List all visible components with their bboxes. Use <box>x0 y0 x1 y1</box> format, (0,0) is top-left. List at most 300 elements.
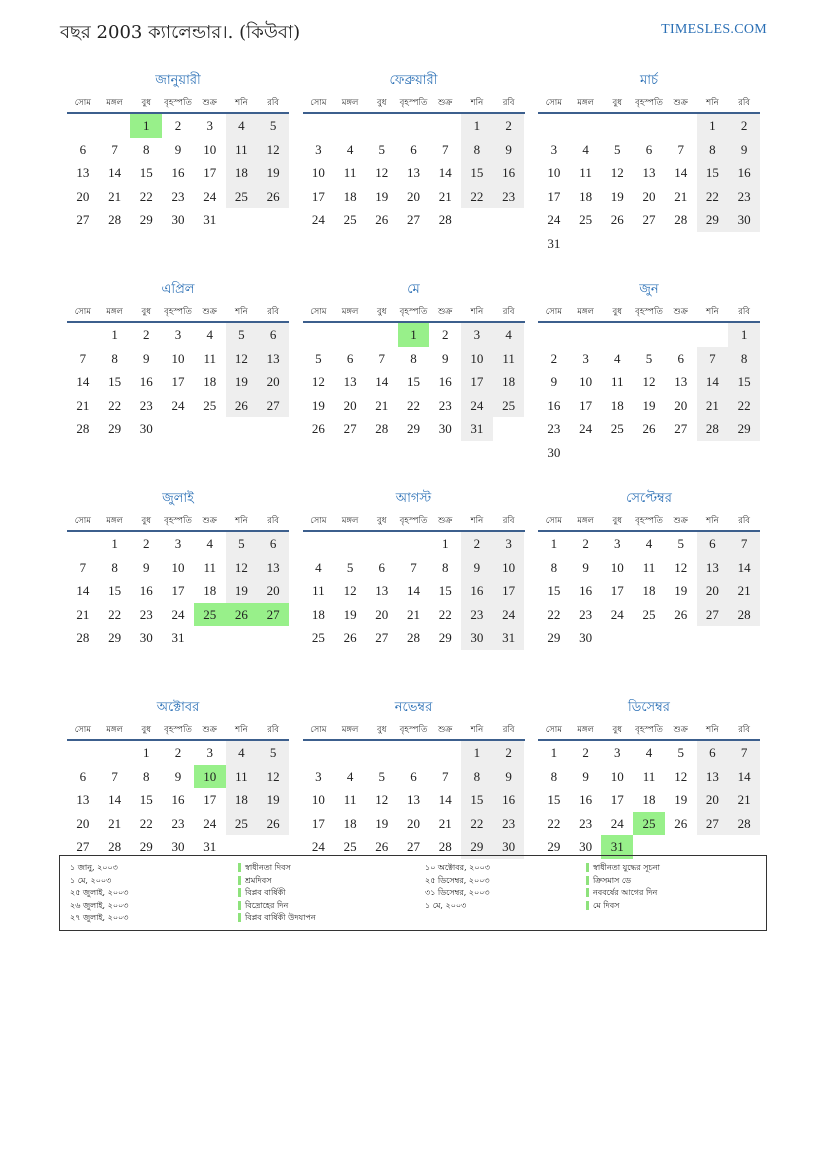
day-cell[interactable]: 13 <box>343 374 357 390</box>
day-cell[interactable]: 22 <box>108 397 122 413</box>
day-cell[interactable]: 14 <box>375 374 389 390</box>
day-cell[interactable]: 27 <box>76 212 90 228</box>
day-cell[interactable]: 3 <box>614 536 621 551</box>
day-cell[interactable]: 4 <box>645 536 653 551</box>
day-cell[interactable]: 28 <box>438 212 452 228</box>
day-cell[interactable]: 6 <box>79 141 87 157</box>
day-cell[interactable]: 14 <box>728 556 760 580</box>
day-cell[interactable]: 16 <box>139 374 153 390</box>
day-cell[interactable]: 15 <box>139 792 153 808</box>
day-cell[interactable]: 10 <box>311 165 325 181</box>
day-cell[interactable]: 20 <box>674 397 688 413</box>
day-cell[interactable]: 8 <box>410 350 417 366</box>
day-cell[interactable]: 21 <box>375 397 389 413</box>
day-cell[interactable]: 18 <box>311 606 325 622</box>
day-cell[interactable]: 18 <box>203 374 217 390</box>
day-cell[interactable]: 20 <box>343 397 357 413</box>
holiday-cell[interactable]: 27 <box>257 603 289 627</box>
day-cell[interactable]: 6 <box>257 323 289 347</box>
day-cell[interactable]: 10 <box>610 559 624 575</box>
day-cell[interactable]: 7 <box>441 768 449 784</box>
holiday-cell[interactable]: 1 <box>130 114 162 138</box>
day-cell[interactable]: 5 <box>378 141 386 157</box>
day-cell[interactable]: 19 <box>311 397 325 413</box>
day-cell[interactable]: 21 <box>728 788 760 812</box>
day-cell[interactable]: 8 <box>143 768 150 784</box>
day-cell[interactable]: 15 <box>547 792 561 808</box>
day-cell[interactable]: 8 <box>441 559 449 575</box>
day-cell[interactable]: 20 <box>76 815 90 831</box>
holiday-cell[interactable]: 25 <box>194 603 226 627</box>
day-cell[interactable]: 16 <box>171 165 185 181</box>
day-cell[interactable]: 6 <box>410 141 417 157</box>
day-cell[interactable]: 22 <box>139 188 153 204</box>
day-cell[interactable]: 25 <box>343 839 357 855</box>
day-cell[interactable]: 13 <box>257 556 289 580</box>
day-cell[interactable]: 24 <box>171 606 185 622</box>
day-cell[interactable]: 9 <box>461 556 493 580</box>
day-cell[interactable]: 17 <box>493 579 525 603</box>
day-cell[interactable]: 29 <box>139 839 153 855</box>
day-cell[interactable]: 3 <box>206 118 213 133</box>
day-cell[interactable]: 26 <box>674 606 688 622</box>
day-cell[interactable]: 9 <box>728 138 760 162</box>
day-cell[interactable]: 24 <box>493 603 525 627</box>
day-cell[interactable]: 9 <box>582 768 589 784</box>
day-cell[interactable]: 17 <box>203 165 217 181</box>
day-cell[interactable]: 24 <box>203 815 217 831</box>
day-cell[interactable]: 5 <box>226 532 258 556</box>
day-cell[interactable]: 18 <box>642 583 656 599</box>
day-cell[interactable]: 31 <box>547 235 561 251</box>
day-cell[interactable]: 15 <box>697 161 729 185</box>
day-cell[interactable]: 12 <box>257 765 289 789</box>
day-cell[interactable]: 8 <box>550 768 558 784</box>
day-cell[interactable]: 18 <box>642 792 656 808</box>
day-cell[interactable]: 27 <box>642 212 656 228</box>
day-cell[interactable]: 13 <box>76 792 90 808</box>
day-cell[interactable]: 11 <box>579 165 592 181</box>
day-cell[interactable]: 21 <box>108 815 122 831</box>
day-cell[interactable]: 26 <box>343 630 357 646</box>
day-cell[interactable]: 23 <box>547 421 561 437</box>
day-cell[interactable]: 15 <box>108 583 122 599</box>
day-cell[interactable]: 4 <box>346 768 354 784</box>
day-cell[interactable]: 16 <box>547 397 561 413</box>
holiday-cell[interactable]: 1 <box>398 323 430 347</box>
day-cell[interactable]: 1 <box>728 323 760 347</box>
day-cell[interactable]: 29 <box>406 421 420 437</box>
day-cell[interactable]: 2 <box>441 327 449 342</box>
day-cell[interactable]: 30 <box>728 208 760 232</box>
day-cell[interactable]: 11 <box>343 165 357 181</box>
day-cell[interactable]: 14 <box>108 165 122 181</box>
day-cell[interactable]: 2 <box>174 118 182 133</box>
day-cell[interactable]: 2 <box>582 536 589 551</box>
day-cell[interactable]: 1 <box>461 114 493 138</box>
day-cell[interactable]: 1 <box>441 536 449 551</box>
day-cell[interactable]: 6 <box>79 768 87 784</box>
day-cell[interactable]: 16 <box>171 792 185 808</box>
day-cell[interactable]: 6 <box>410 768 417 784</box>
day-cell[interactable]: 8 <box>461 138 493 162</box>
day-cell[interactable]: 18 <box>343 188 357 204</box>
day-cell[interactable]: 26 <box>375 212 389 228</box>
day-cell[interactable]: 20 <box>257 370 289 394</box>
day-cell[interactable]: 30 <box>493 835 525 859</box>
day-cell[interactable]: 22 <box>461 812 493 836</box>
day-cell[interactable]: 5 <box>677 536 684 551</box>
day-cell[interactable]: 9 <box>582 559 589 575</box>
day-cell[interactable]: 12 <box>311 374 325 390</box>
day-cell[interactable]: 4 <box>645 745 653 760</box>
day-cell[interactable]: 21 <box>76 606 90 622</box>
day-cell[interactable]: 28 <box>728 603 760 627</box>
day-cell[interactable]: 5 <box>614 141 621 157</box>
day-cell[interactable]: 10 <box>203 141 217 157</box>
day-cell[interactable]: 5 <box>346 559 354 575</box>
day-cell[interactable]: 18 <box>226 161 258 185</box>
day-cell[interactable]: 21 <box>438 815 452 831</box>
day-cell[interactable]: 22 <box>108 606 122 622</box>
day-cell[interactable]: 17 <box>171 583 185 599</box>
day-cell[interactable]: 11 <box>226 138 258 162</box>
day-cell[interactable]: 1 <box>143 745 150 760</box>
day-cell[interactable]: 29 <box>547 630 561 646</box>
day-cell[interactable]: 14 <box>728 765 760 789</box>
day-cell[interactable]: 12 <box>642 374 656 390</box>
day-cell[interactable]: 28 <box>375 421 389 437</box>
day-cell[interactable]: 3 <box>174 327 182 342</box>
day-cell[interactable]: 4 <box>315 559 322 575</box>
day-cell[interactable]: 2 <box>728 114 760 138</box>
day-cell[interactable]: 21 <box>728 579 760 603</box>
day-cell[interactable]: 13 <box>642 165 656 181</box>
day-cell[interactable]: 26 <box>375 839 389 855</box>
day-cell[interactable]: 27 <box>674 421 688 437</box>
day-cell[interactable]: 2 <box>461 532 493 556</box>
day-cell[interactable]: 3 <box>206 745 213 760</box>
day-cell[interactable]: 2 <box>143 536 150 551</box>
day-cell[interactable]: 9 <box>493 138 525 162</box>
day-cell[interactable]: 4 <box>226 741 258 765</box>
day-cell[interactable]: 29 <box>728 417 760 441</box>
day-cell[interactable]: 17 <box>547 188 561 204</box>
day-cell[interactable]: 13 <box>406 165 420 181</box>
day-cell[interactable]: 15 <box>547 583 561 599</box>
day-cell[interactable]: 10 <box>461 347 493 371</box>
day-cell[interactable]: 25 <box>493 394 525 418</box>
day-cell[interactable]: 27 <box>406 212 420 228</box>
day-cell[interactable]: 21 <box>108 188 122 204</box>
day-cell[interactable]: 9 <box>174 768 182 784</box>
day-cell[interactable]: 23 <box>493 812 525 836</box>
day-cell[interactable]: 30 <box>579 630 593 646</box>
day-cell[interactable]: 20 <box>257 579 289 603</box>
day-cell[interactable]: 21 <box>674 188 688 204</box>
day-cell[interactable]: 10 <box>610 768 624 784</box>
day-cell[interactable]: 14 <box>406 583 420 599</box>
day-cell[interactable]: 14 <box>438 165 452 181</box>
day-cell[interactable]: 23 <box>139 397 153 413</box>
day-cell[interactable]: 10 <box>171 350 185 366</box>
day-cell[interactable]: 16 <box>728 161 760 185</box>
day-cell[interactable]: 20 <box>697 788 729 812</box>
day-cell[interactable]: 12 <box>226 556 258 580</box>
day-cell[interactable]: 3 <box>550 141 558 157</box>
day-cell[interactable]: 19 <box>674 583 688 599</box>
day-cell[interactable]: 6 <box>378 559 386 575</box>
day-cell[interactable]: 28 <box>674 212 688 228</box>
day-cell[interactable]: 24 <box>610 815 624 831</box>
day-cell[interactable]: 11 <box>642 559 656 575</box>
day-cell[interactable]: 7 <box>378 350 386 366</box>
day-cell[interactable]: 7 <box>410 559 417 575</box>
day-cell[interactable]: 20 <box>642 188 656 204</box>
day-cell[interactable]: 21 <box>406 606 420 622</box>
day-cell[interactable]: 1 <box>461 741 493 765</box>
day-cell[interactable]: 5 <box>378 768 386 784</box>
day-cell[interactable]: 26 <box>642 421 656 437</box>
day-cell[interactable]: 11 <box>312 583 325 599</box>
day-cell[interactable]: 7 <box>728 532 760 556</box>
day-cell[interactable]: 6 <box>645 141 653 157</box>
day-cell[interactable]: 26 <box>610 212 624 228</box>
day-cell[interactable]: 4 <box>614 350 621 366</box>
day-cell[interactable]: 15 <box>406 374 420 390</box>
day-cell[interactable]: 23 <box>493 185 525 209</box>
day-cell[interactable]: 11 <box>203 559 216 575</box>
day-cell[interactable]: 28 <box>76 630 90 646</box>
day-cell[interactable]: 21 <box>697 394 729 418</box>
day-cell[interactable]: 9 <box>174 141 182 157</box>
day-cell[interactable]: 4 <box>582 141 589 157</box>
day-cell[interactable]: 29 <box>461 835 493 859</box>
day-cell[interactable]: 18 <box>610 397 624 413</box>
day-cell[interactable]: 19 <box>226 579 258 603</box>
day-cell[interactable]: 19 <box>257 788 289 812</box>
day-cell[interactable]: 29 <box>697 208 729 232</box>
day-cell[interactable]: 27 <box>375 630 389 646</box>
day-cell[interactable]: 31 <box>493 626 525 650</box>
day-cell[interactable]: 27 <box>257 394 289 418</box>
day-cell[interactable]: 4 <box>206 327 213 342</box>
day-cell[interactable]: 18 <box>493 370 525 394</box>
day-cell[interactable]: 14 <box>438 792 452 808</box>
day-cell[interactable]: 11 <box>611 374 624 390</box>
day-cell[interactable]: 27 <box>697 603 729 627</box>
day-cell[interactable]: 19 <box>642 397 656 413</box>
day-cell[interactable]: 12 <box>257 138 289 162</box>
day-cell[interactable]: 18 <box>343 815 357 831</box>
day-cell[interactable]: 22 <box>406 397 420 413</box>
day-cell[interactable]: 24 <box>311 212 325 228</box>
day-cell[interactable]: 6 <box>257 532 289 556</box>
day-cell[interactable]: 28 <box>406 630 420 646</box>
day-cell[interactable]: 3 <box>614 745 621 760</box>
day-cell[interactable]: 18 <box>226 788 258 812</box>
day-cell[interactable]: 26 <box>257 812 289 836</box>
day-cell[interactable]: 30 <box>579 839 593 855</box>
day-cell[interactable]: 29 <box>139 212 153 228</box>
day-cell[interactable]: 1 <box>550 745 558 760</box>
day-cell[interactable]: 25 <box>610 421 624 437</box>
day-cell[interactable]: 30 <box>139 421 153 437</box>
day-cell[interactable]: 13 <box>674 374 688 390</box>
day-cell[interactable]: 29 <box>438 630 452 646</box>
day-cell[interactable]: 19 <box>343 606 357 622</box>
day-cell[interactable]: 16 <box>493 788 525 812</box>
day-cell[interactable]: 31 <box>171 630 185 646</box>
day-cell[interactable]: 22 <box>697 185 729 209</box>
day-cell[interactable]: 6 <box>697 741 729 765</box>
day-cell[interactable]: 21 <box>76 397 90 413</box>
day-cell[interactable]: 26 <box>226 394 258 418</box>
day-cell[interactable]: 16 <box>461 579 493 603</box>
day-cell[interactable]: 24 <box>610 606 624 622</box>
holiday-cell[interactable]: 25 <box>633 812 665 836</box>
day-cell[interactable]: 30 <box>547 444 561 460</box>
day-cell[interactable]: 17 <box>610 583 624 599</box>
day-cell[interactable]: 23 <box>579 815 593 831</box>
day-cell[interactable]: 12 <box>343 583 357 599</box>
day-cell[interactable]: 13 <box>76 165 90 181</box>
day-cell[interactable]: 17 <box>311 815 325 831</box>
day-cell[interactable]: 23 <box>579 606 593 622</box>
day-cell[interactable]: 15 <box>139 165 153 181</box>
day-cell[interactable]: 2 <box>493 114 525 138</box>
day-cell[interactable]: 13 <box>697 765 729 789</box>
day-cell[interactable]: 10 <box>311 792 325 808</box>
day-cell[interactable]: 4 <box>346 141 354 157</box>
day-cell[interactable]: 23 <box>438 397 452 413</box>
day-cell[interactable]: 31 <box>203 839 217 855</box>
day-cell[interactable]: 28 <box>438 839 452 855</box>
day-cell[interactable]: 25 <box>579 212 593 228</box>
day-cell[interactable]: 22 <box>547 606 561 622</box>
day-cell[interactable]: 27 <box>697 812 729 836</box>
day-cell[interactable]: 8 <box>111 350 118 366</box>
day-cell[interactable]: 29 <box>108 421 122 437</box>
day-cell[interactable]: 1 <box>111 536 118 551</box>
day-cell[interactable]: 19 <box>375 188 389 204</box>
day-cell[interactable]: 16 <box>139 583 153 599</box>
day-cell[interactable]: 11 <box>343 792 357 808</box>
day-cell[interactable]: 25 <box>226 185 258 209</box>
day-cell[interactable]: 6 <box>677 350 684 366</box>
day-cell[interactable]: 5 <box>315 350 322 366</box>
day-cell[interactable]: 19 <box>610 188 624 204</box>
day-cell[interactable]: 14 <box>108 792 122 808</box>
day-cell[interactable]: 22 <box>461 185 493 209</box>
day-cell[interactable]: 22 <box>139 815 153 831</box>
day-cell[interactable]: 27 <box>406 839 420 855</box>
day-cell[interactable]: 8 <box>461 765 493 789</box>
day-cell[interactable]: 28 <box>728 812 760 836</box>
day-cell[interactable]: 18 <box>203 583 217 599</box>
day-cell[interactable]: 15 <box>108 374 122 390</box>
day-cell[interactable]: 17 <box>203 792 217 808</box>
day-cell[interactable]: 30 <box>171 212 185 228</box>
day-cell[interactable]: 11 <box>226 765 258 789</box>
day-cell[interactable]: 31 <box>461 417 493 441</box>
day-cell[interactable]: 10 <box>493 556 525 580</box>
day-cell[interactable]: 12 <box>226 347 258 371</box>
day-cell[interactable]: 14 <box>697 370 729 394</box>
day-cell[interactable]: 25 <box>226 812 258 836</box>
day-cell[interactable]: 23 <box>171 815 185 831</box>
day-cell[interactable]: 1 <box>550 536 558 551</box>
day-cell[interactable]: 23 <box>728 185 760 209</box>
day-cell[interactable]: 2 <box>174 745 182 760</box>
holiday-cell[interactable]: 31 <box>601 835 633 859</box>
day-cell[interactable]: 15 <box>461 788 493 812</box>
day-cell[interactable]: 24 <box>579 421 593 437</box>
brand-link[interactable]: TIMESLES.COM <box>661 22 767 37</box>
day-cell[interactable]: 25 <box>203 397 217 413</box>
day-cell[interactable]: 6 <box>697 532 729 556</box>
day-cell[interactable]: 10 <box>171 559 185 575</box>
day-cell[interactable]: 22 <box>438 606 452 622</box>
day-cell[interactable]: 13 <box>375 583 389 599</box>
day-cell[interactable]: 7 <box>111 141 118 157</box>
day-cell[interactable]: 5 <box>257 114 289 138</box>
day-cell[interactable]: 20 <box>375 606 389 622</box>
day-cell[interactable]: 13 <box>406 792 420 808</box>
day-cell[interactable]: 28 <box>76 421 90 437</box>
day-cell[interactable]: 15 <box>461 161 493 185</box>
day-cell[interactable]: 20 <box>406 815 420 831</box>
day-cell[interactable]: 25 <box>642 606 656 622</box>
day-cell[interactable]: 3 <box>582 350 589 366</box>
day-cell[interactable]: 9 <box>493 765 525 789</box>
day-cell[interactable]: 14 <box>674 165 688 181</box>
day-cell[interactable]: 10 <box>547 165 561 181</box>
holiday-cell[interactable]: 10 <box>194 765 226 789</box>
day-cell[interactable]: 23 <box>139 606 153 622</box>
day-cell[interactable]: 7 <box>677 141 684 157</box>
day-cell[interactable]: 6 <box>346 350 354 366</box>
day-cell[interactable]: 12 <box>375 165 389 181</box>
day-cell[interactable]: 31 <box>203 212 217 228</box>
day-cell[interactable]: 29 <box>108 630 122 646</box>
day-cell[interactable]: 18 <box>579 188 593 204</box>
day-cell[interactable]: 24 <box>461 394 493 418</box>
day-cell[interactable]: 4 <box>226 114 258 138</box>
day-cell[interactable]: 5 <box>645 350 653 366</box>
day-cell[interactable]: 22 <box>728 394 760 418</box>
day-cell[interactable]: 30 <box>461 626 493 650</box>
day-cell[interactable]: 2 <box>143 327 150 342</box>
day-cell[interactable]: 8 <box>143 141 150 157</box>
day-cell[interactable]: 2 <box>550 350 558 366</box>
day-cell[interactable]: 16 <box>493 161 525 185</box>
day-cell[interactable]: 15 <box>438 583 452 599</box>
day-cell[interactable]: 19 <box>226 370 258 394</box>
day-cell[interactable]: 12 <box>674 559 688 575</box>
day-cell[interactable]: 17 <box>579 397 593 413</box>
day-cell[interactable]: 5 <box>677 745 684 760</box>
day-cell[interactable]: 11 <box>642 768 656 784</box>
day-cell[interactable]: 24 <box>547 212 561 228</box>
day-cell[interactable]: 24 <box>311 839 325 855</box>
day-cell[interactable]: 3 <box>315 768 322 784</box>
day-cell[interactable]: 1 <box>697 114 729 138</box>
day-cell[interactable]: 26 <box>311 421 325 437</box>
day-cell[interactable]: 12 <box>674 768 688 784</box>
day-cell[interactable]: 27 <box>76 839 90 855</box>
day-cell[interactable]: 17 <box>311 188 325 204</box>
